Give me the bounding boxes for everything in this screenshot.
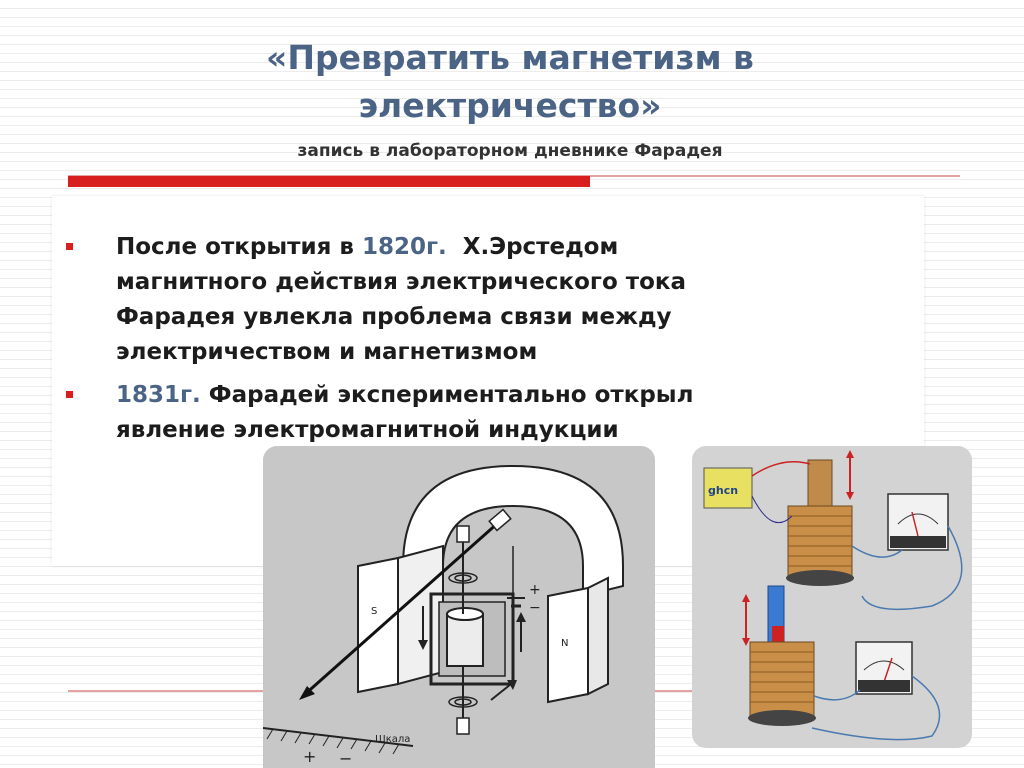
magnet-left-leg [358, 558, 398, 692]
bullet-item-1 [64, 230, 854, 370]
bullet-marker [66, 391, 73, 398]
axle-cap-bottom [457, 718, 469, 734]
scale-label: Шкала [375, 734, 411, 745]
bullet-item-2 [64, 378, 854, 448]
scale-minus: − [339, 749, 353, 768]
galvanometer-base [890, 536, 946, 548]
bullet-1-line-3: Фарадея увлекла проблема связи между [116, 304, 672, 330]
induction-experiment-photo [692, 446, 972, 748]
wire-blue-bottom [814, 690, 860, 700]
arrow-down-icon [846, 492, 854, 500]
wire-dark [752, 496, 792, 523]
accent-red-bar [68, 176, 590, 187]
galvanometer-base-bottom [858, 680, 910, 692]
bullet-list [64, 230, 854, 456]
magnet-left-side [398, 546, 443, 684]
bullet-1-text-a: После открытия в [116, 234, 362, 260]
bullet-marker [66, 243, 73, 250]
arrow-down-icon [742, 638, 750, 646]
inner-coil-top [808, 460, 832, 510]
scale-plus: + [303, 747, 317, 766]
wire-red [752, 462, 810, 476]
coil-base-bottom [748, 710, 816, 726]
arrow-up-icon [846, 450, 854, 458]
pole-s-label: S [371, 606, 378, 617]
coil-base-top [786, 570, 854, 586]
faraday-apparatus-diagram [263, 446, 655, 768]
bullet-1-line-4: электричеством и магнетизмом [116, 339, 538, 365]
arrow-rotate-line [491, 684, 511, 700]
bullet-2-text-b: явление электромагнитной индукции [116, 417, 619, 443]
slide-subtitle: запись в лабораторном дневнике Фарадея [297, 141, 723, 161]
bullet-1-year: 1820г. [361, 234, 447, 260]
title-line-2: электричество» [358, 86, 662, 125]
cylinder-top [447, 608, 483, 620]
outer-coil-bottom [750, 642, 814, 718]
bullet-2-year: 1831г. [116, 382, 201, 408]
plus-sign: + [529, 582, 541, 598]
arrow-up-icon [516, 612, 526, 622]
axle-cap-top [457, 526, 469, 542]
pole-n-label: N [561, 638, 569, 649]
battery-label: ghcn [708, 484, 739, 497]
bullet-1-text-b: Х.Эрстедом [446, 234, 619, 260]
slide-title [150, 34, 870, 130]
bullet-2-text-a: Фарадей экспериментально открыл [200, 382, 694, 408]
cylinder-magnet [447, 614, 483, 666]
minus-sign: − [529, 600, 541, 616]
outer-coil-top [788, 506, 852, 578]
arrow-up-icon [742, 594, 750, 602]
bullet-1-line-2: магнитного действия электрического тока [116, 269, 687, 295]
magnet-right-side [588, 578, 608, 694]
title-line-1: «Превратить магнетизм в [266, 38, 754, 77]
